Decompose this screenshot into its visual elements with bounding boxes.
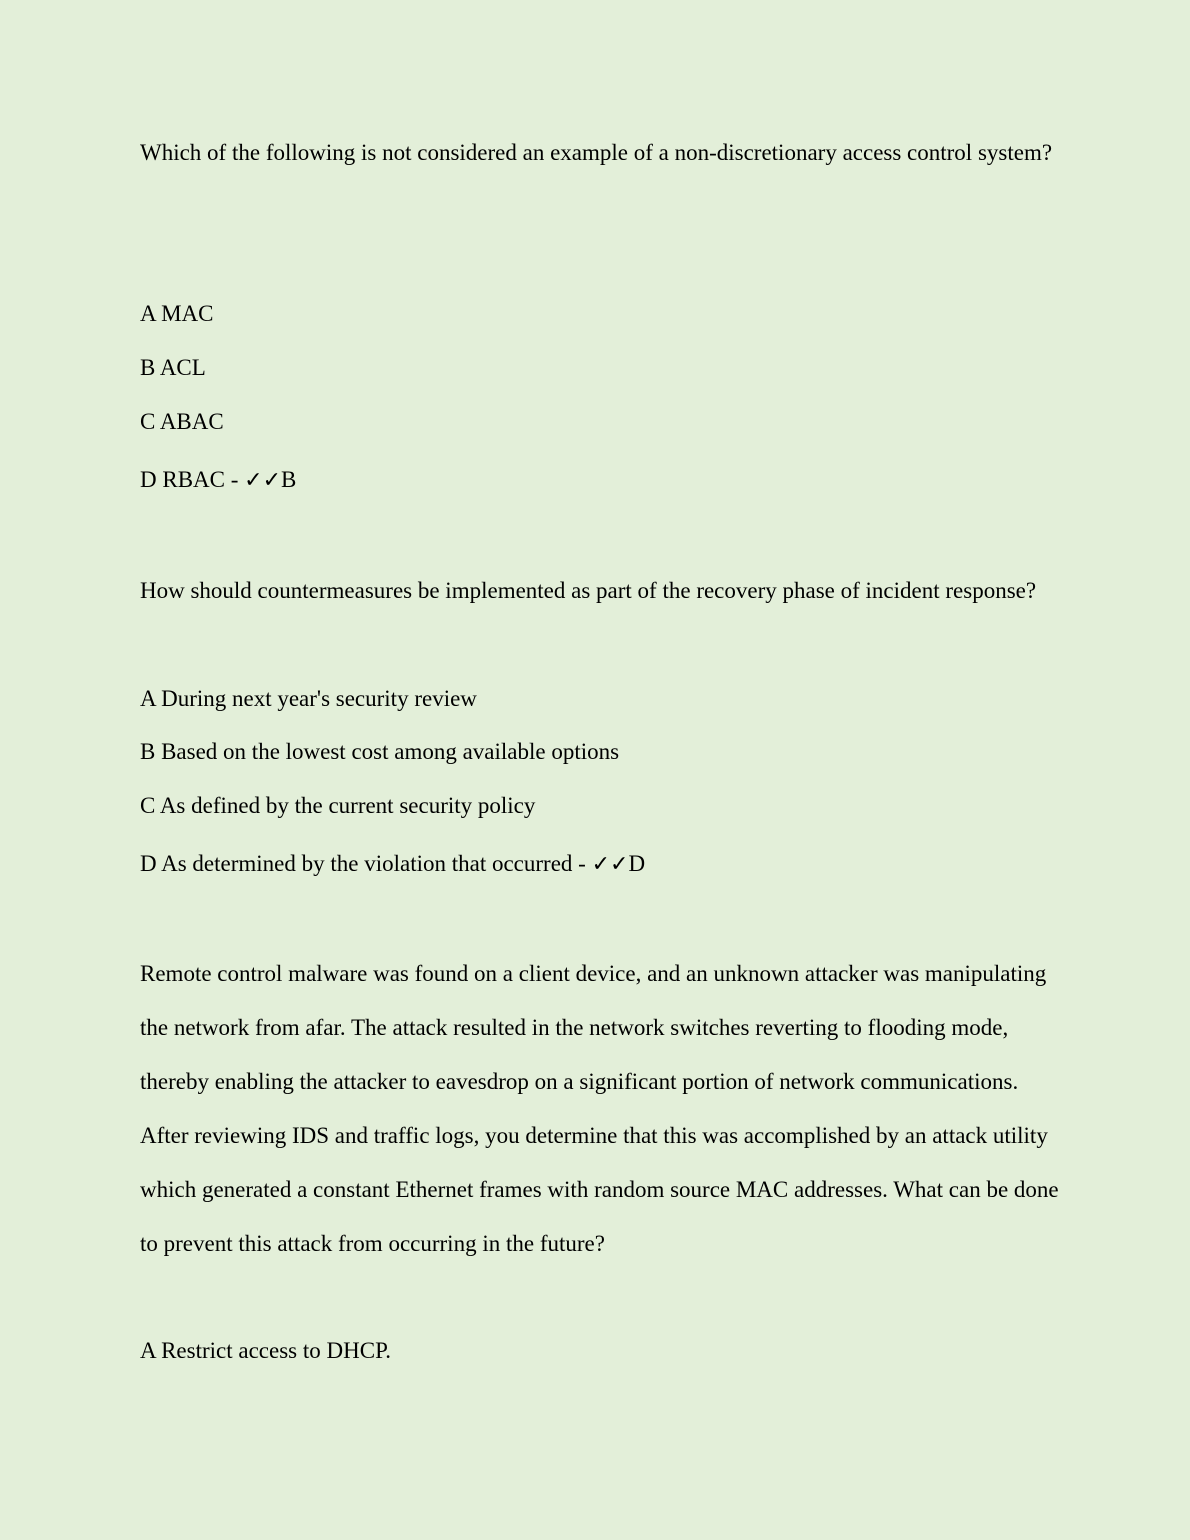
question-1-option-c: C ABAC bbox=[140, 409, 224, 434]
question-2-option-b: B Based on the lowest cost among available options bbox=[140, 739, 620, 764]
question-2-answer: D bbox=[628, 851, 646, 876]
question-2-prompt: How should countermeasures be implemented as part of the recovery phase of incident response? bbox=[140, 578, 1037, 603]
question-3-prompt: Remote control malware was found on a client device, and an unknown attacker was manipulating the network from afar. The attack resulted in the network switches reverting to flooding mode, thereby enabling the attacker to eavesdrop on a significant portion of network communications. After reviewing IDS and traffic logs, you determine that this was accomplished by an attack utility which generated a constant Ethernet frames with random source MAC addresses. What can be done to prevent this attack from occurring in the future? bbox=[140, 961, 1059, 1256]
question-1-option-d-row bbox=[140, 465, 296, 496]
question-3-option-a: A Restrict access to DHCP. bbox=[140, 1338, 392, 1363]
question-2-option-d-row bbox=[140, 849, 645, 880]
question-2-option-c: C As defined by the current security policy bbox=[140, 793, 536, 818]
question-2-option-a: A During next year's security review bbox=[140, 686, 477, 711]
check-mark-icon: ✓✓ bbox=[244, 468, 282, 493]
question-1-answer: B bbox=[281, 467, 297, 492]
question-1-option-a: A MAC bbox=[140, 301, 214, 326]
question-1-option-d: D RBAC - bbox=[140, 467, 245, 492]
question-2-option-d: D As determined by the violation that occurred - bbox=[140, 851, 592, 876]
question-1-option-b: B ACL bbox=[140, 355, 206, 380]
check-mark-icon: ✓✓ bbox=[591, 852, 629, 877]
question-1-prompt: Which of the following is not considered an example of a non-discretionary access control system? bbox=[140, 140, 1053, 165]
